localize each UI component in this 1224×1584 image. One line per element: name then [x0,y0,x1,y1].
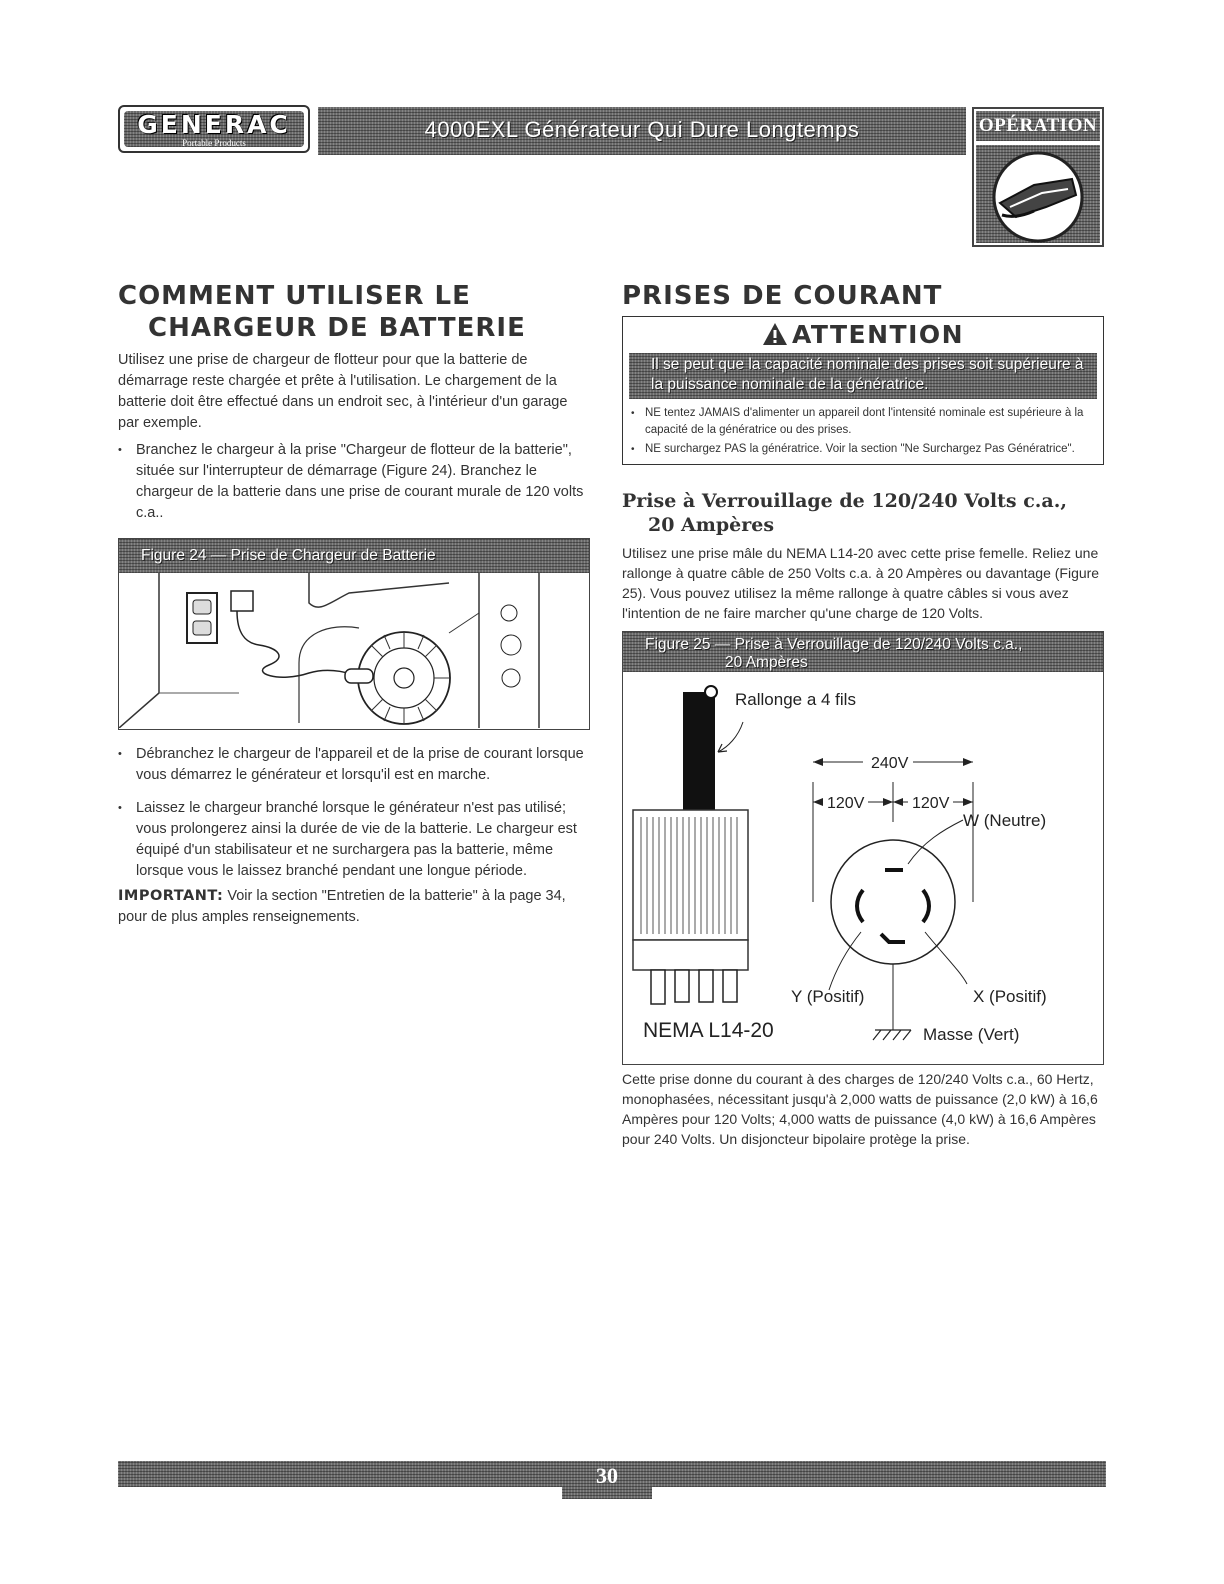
bullet-unplug-charger: • Débranchez le chargeur de l'appareil et de la prise de courant lorsque vous démarrez le générateur et lorsqu'il est en marche. [118,744,590,786]
figure-24 [118,538,590,730]
left-column [118,280,590,928]
label-240v: 240V [871,755,909,772]
logo-plate [124,111,304,147]
attention-warning-bar: Il se peut que la capacité nominale des prises soit supérieure à la puissance nominale de la génératrice. [629,353,1097,399]
section-tab [972,107,1104,247]
outlets-heading: PRISES DE COURANT [622,281,943,311]
attention-box [622,316,1104,465]
nema-label: NEMA L14-20 [643,1019,774,1042]
page-number: 30 [562,1461,652,1499]
important-text: Voir la section "Entretien de la batterie" à la page 34, pour de plus amples renseignements. [118,888,566,925]
generac-logo [118,105,310,153]
bullet-connect-charger: • Branchez le chargeur à la prise "Chargeur de flotteur de la batterie", située sur l'interrupteur de démarrage (Figure 24). Branchez le chargeur de la batterie dans une prise de courant murale de 120 volts c.a.. [118,440,590,524]
right-column [622,280,1104,1149]
y-positive-label: Y (Positif) [791,987,865,1006]
heading-line-1: COMMENT UTILISER LE [118,281,471,311]
figure-25 [622,631,1104,1065]
nema-l14-20-diagram [623,672,1103,1062]
operation-icon-area [976,145,1100,243]
figure-25-caption-line-2: 20 Ampères [725,654,808,671]
header-banner [318,107,966,155]
important-note [118,886,590,928]
figure-24-caption: Figure 24 — Prise de Chargeur de Batterie [119,539,589,573]
section-tab-label: OPÉRATION [976,111,1100,141]
label-120v-right: 120V [912,795,950,812]
cord-label: Rallonge a 4 fils [735,690,856,709]
warning-triangle-icon [762,322,788,346]
neutral-label: W (Neutre) [963,811,1047,830]
bullet-leave-charger: • Laissez le chargeur branché lorsque le générateur n'est pas utilisé; vous prolongerez ainsi la durée de vie de la batterie. Le chargeur est équipé d'un stabilisateur et ne surchargera pas la batterie, même lorsque vous le laissez branché pendant une longue période. [118,798,590,882]
outlet-rating-paragraph: Cette prise donne du courant à des charges de 120/240 Volts c.a., 60 Hertz, monophasées, nécessitant jusqu'à 2,000 watts de puissance (2,0 kW) à 16,6 Ampères pour 120 Volts; 4,000 watts de puissance (4,0 kW) à 16,6 Ampères pour 240 Volts. Un disjoncteur bipolaire protège la prise. [622,1071,1098,1147]
intro-paragraph: Utilisez une prise de chargeur de flotteur pour que la batterie de démarrage reste chargée et prête à l'utilisation. Le chargement de la batterie doit être effectué dans un endroit sec, à l'intérieur d'un garage par exemple. [118,352,568,431]
heading-line-2: CHARGEUR DE BATTERIE [148,313,526,343]
document-title: 4000EXL Générateur Qui Dure Longtemps [424,117,860,142]
x-positive-label: X (Positif) [973,987,1047,1006]
hand-switch-icon [976,145,1100,247]
subhead-line-2: 20 Ampères [648,514,775,536]
locking-outlet-heading [622,489,1104,537]
figure-25-caption [623,632,1103,672]
label-120v-left: 120V [827,795,865,812]
logo-subtitle: Portable Products [182,138,246,148]
attention-bullet-2: • NE surchargez PAS la génératrice. Voir la section "Ne Surchargez Pas Génératrice". [631,441,1097,458]
important-label: IMPORTANT: [118,888,224,904]
subhead-line-1: Prise à Verrouillage de 120/240 Volts c.a., [622,490,1067,512]
figure-25-caption-line-1: Figure 25 — Prise à Verrouillage de 120/240 Volts c.a., [645,636,1023,653]
locking-outlet-paragraph: Utilisez une prise mâle du NEMA L14-20 avec cette prise femelle. Reliez une rallonge à quatre câble de 250 Volts c.a. à 20 Ampères ou davantage (Figure 25). Vous pouvez utilisez la même rallonge à quatre câbles si vous avez l'intention de ne faire marcher qu'une charge de 120 Volts. [622,545,1100,621]
battery-charger-illustration [119,573,589,728]
attention-bullet-1: • NE tentez JAMAIS d'alimenter un appareil dont l'intensité nominale est supérieure à la capacité de la génératrice ou des prises. [631,405,1097,439]
attention-header [623,317,1103,353]
battery-charger-heading [118,280,590,344]
logo-wordmark: GENERAC [137,110,291,139]
ground-label: Masse (Vert) [923,1025,1020,1044]
attention-title: ATTENTION [791,320,965,349]
